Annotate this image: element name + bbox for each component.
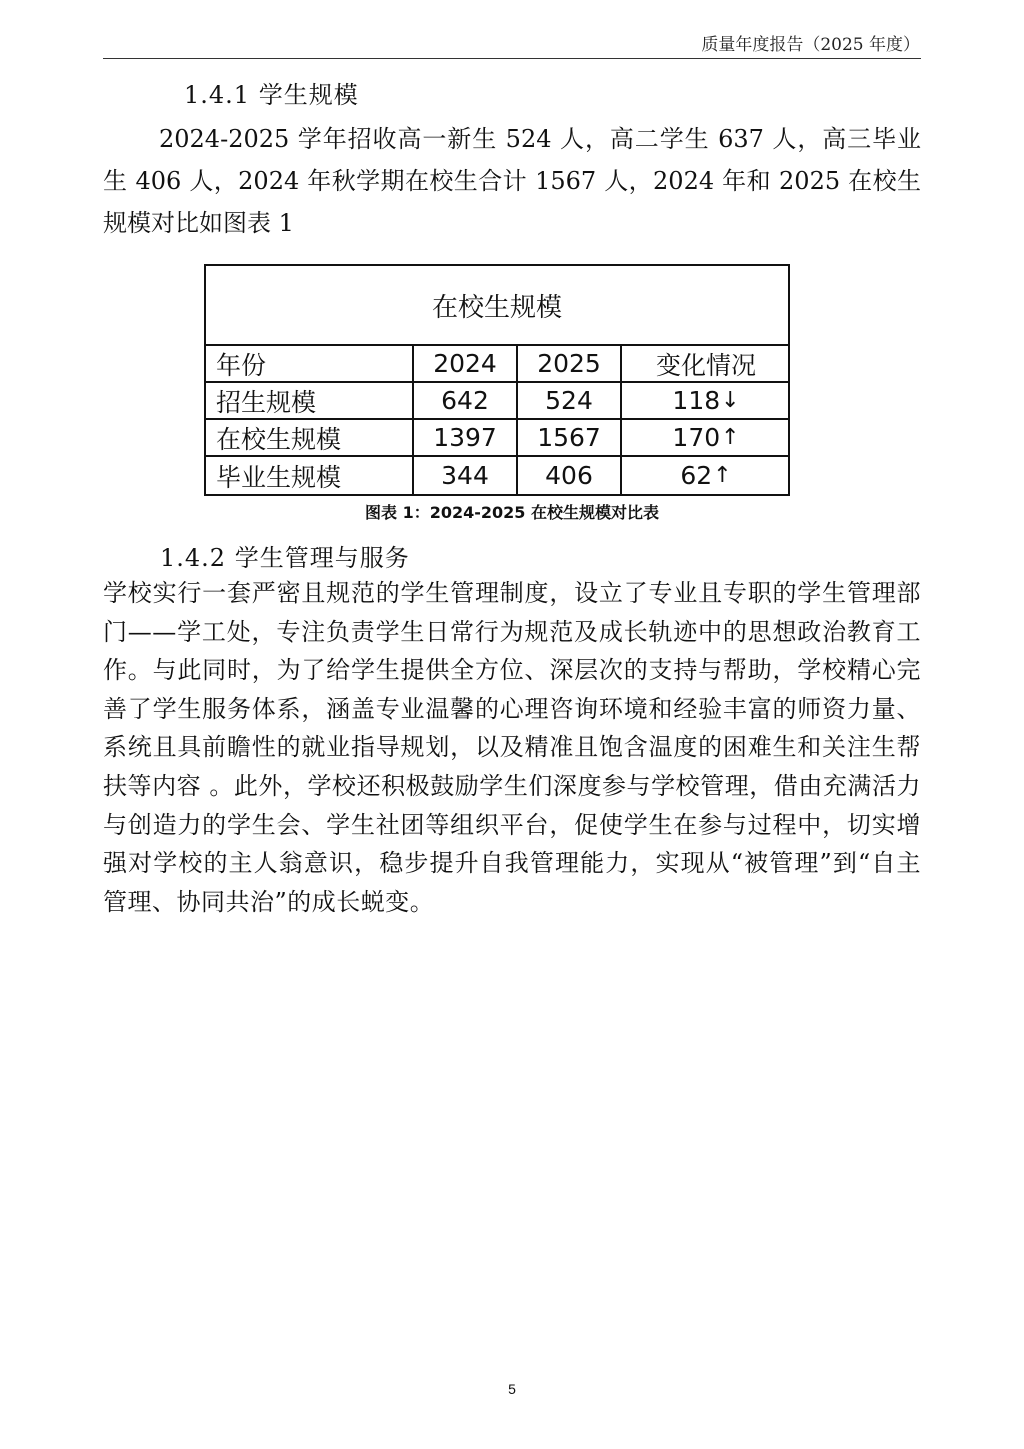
row-label: 在校生规模: [216, 424, 342, 454]
table-header-cell: 2024: [412, 346, 516, 381]
change-value: 118: [672, 386, 721, 415]
table-header-cell: 变化情况: [620, 346, 790, 381]
header-rule: [103, 58, 921, 59]
table-header-row: [206, 346, 788, 383]
table-row: [206, 457, 788, 494]
table-header-cell: 2025: [516, 346, 620, 381]
value-2025: 406: [516, 457, 620, 494]
arrow-up-icon: ↑: [721, 425, 740, 450]
page-number: 5: [508, 1381, 516, 1397]
running-header: 质量年度报告（2025 年度）: [701, 35, 920, 55]
table-caption: 图表 1：2024-2025 在校生规模对比表: [365, 503, 659, 522]
change-value: 62: [680, 461, 713, 490]
table-title: 在校生规模: [206, 266, 788, 346]
change-cell: [620, 457, 790, 494]
enrollment-table: [204, 264, 790, 496]
change-cell: [620, 420, 790, 455]
row-label: 毕业生规模: [216, 462, 342, 492]
table-row: [206, 383, 788, 420]
row-label: 招生规模: [216, 387, 317, 417]
value-2025: 524: [516, 383, 620, 418]
value-2024: 1397: [412, 420, 516, 455]
table-row: [206, 420, 788, 457]
table-header-cell: 年份: [216, 350, 267, 380]
table-grid: [206, 346, 788, 494]
student-scale-paragraph: 2024-2025 学年招收高一新生 524 人，高二学生 637 人，高三毕业生 406 人，2024 年秋学期在校生合计 1567 人，2024 年和 2025 在校生规模对比如图表 1: [103, 125, 921, 237]
change-value: 170: [672, 423, 721, 452]
section-heading-student-scale: 1.4.1 学生规模: [184, 81, 359, 109]
arrow-down-icon: ↓: [721, 388, 740, 413]
value-2024: 642: [412, 383, 516, 418]
value-2025: 1567: [516, 420, 620, 455]
value-2024: 344: [412, 457, 516, 494]
student-management-paragraph: 学校实行一套严密且规范的学生管理制度，设立了专业且专职的学生管理部门——学工处，专注负责学生日常行为规范及成长轨迹中的思想政治教育工作。与此同时，为了给学生提供全方位、深层次的支持与帮助，学校精心完善了学生服务体系，涵盖专业温馨的心理咨询环境和经验丰富的师资力量、系统且具前瞻性的就业指导规划，以及精准且饱含温度的困难生和关注生帮扶等内容 。此外，学校还积极鼓励学生们深度参与学校管理，借由充满活力与创造力的学生会、学生社团等组织平台，促使学生在参与过程中，切实增强对学校的主人翁意识，稳步提升自我管理能力，实现从“被管理”到“自主管理、协同共治”的成长蜕变。: [103, 579, 921, 916]
section-heading-student-management: 1.4.2 学生管理与服务: [160, 544, 410, 572]
arrow-up-icon: ↑: [713, 463, 732, 488]
change-cell: [620, 383, 790, 418]
